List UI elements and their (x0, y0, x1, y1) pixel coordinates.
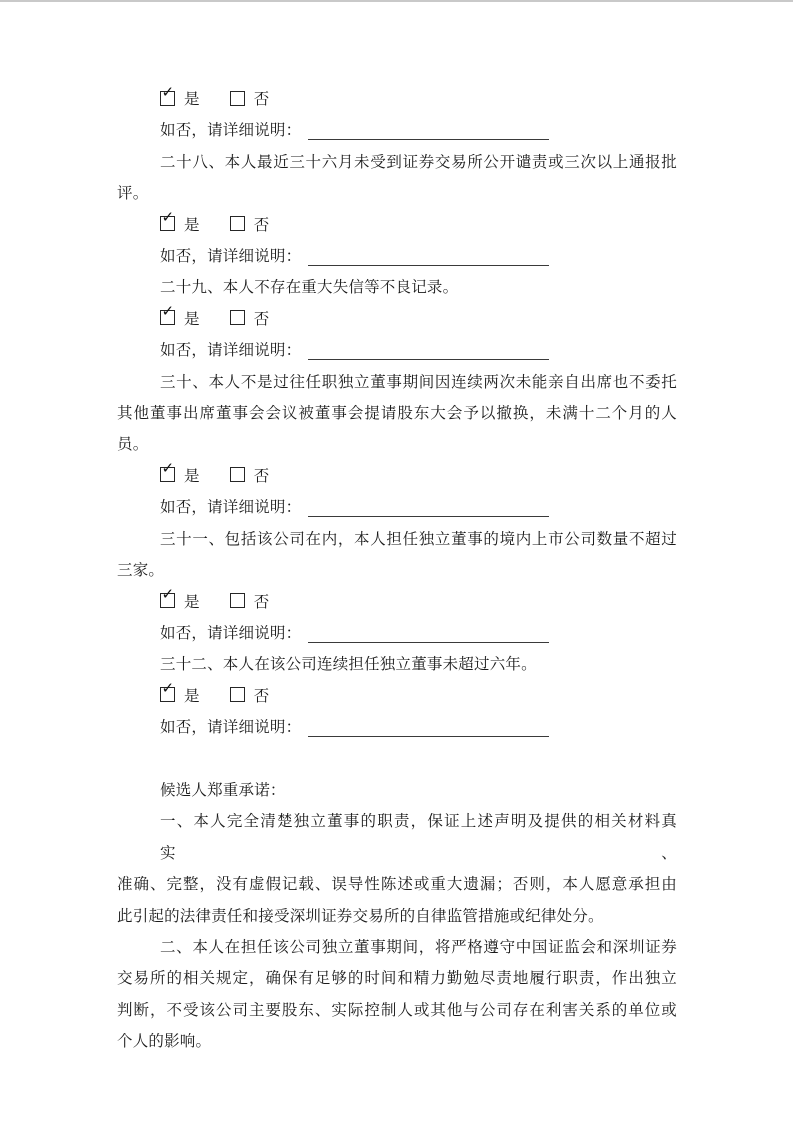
explain-label: 如否，请详细说明： (160, 122, 302, 140)
explain-blank-field[interactable] (308, 249, 549, 266)
explain-label: 如否，请详细说明： (160, 719, 302, 737)
explain-row-q31 (117, 618, 677, 649)
commitment-para-1-line: 一、本人完全清楚独立董事的职责，保证上述声明及提供的相关材料真实、 (160, 813, 677, 862)
explain-blank-field[interactable] (308, 123, 549, 140)
question-30-text-line: 其他董事出席董事会会议被董事会提请股东大会予以撤换，未满十二个月的人 (117, 405, 677, 423)
check-mark-icon: ✓ (161, 82, 175, 101)
explain-row-q29 (117, 335, 677, 366)
no-checkbox[interactable] (230, 687, 245, 702)
question-32-text-line: 三十二、本人在该公司连续担任独立董事未超过六年。 (160, 656, 537, 674)
check-mark-icon: ✓ (161, 208, 175, 227)
commitment-para-1-line: 此引起的法律责任和接受深圳证券交易所的自律监管措施或纪律处分。 (117, 907, 604, 925)
answer-row-q30 (117, 461, 677, 492)
page-edge-divider (0, 0, 793, 2)
explain-row-q32 (117, 712, 677, 743)
question-29-text-line: 二十九、本人不存在重大失信等不良记录。 (160, 279, 459, 297)
explain-label: 如否，请详细说明： (160, 624, 302, 642)
check-mark-icon: ✓ (161, 585, 175, 603)
question-28-text-line: 二十八、本人最近三十六月未受到证券交易所公开谴责或三次以上通报批 (160, 153, 677, 171)
commitment-para-2-line: 二、本人在担任该公司独立董事期间，将严格遵守中国证监会和深圳证券 (160, 938, 677, 956)
explain-blank-field[interactable] (308, 500, 549, 517)
question-31-text-line: 三家。 (117, 562, 165, 580)
answer-row-q32 (117, 681, 677, 712)
explain-blank-field[interactable] (308, 720, 549, 737)
explain-row-q30 (117, 492, 677, 523)
answer-row-q27 (117, 84, 677, 115)
explain-label: 如否，请详细说明： (160, 342, 302, 360)
explain-row-q28 (117, 241, 677, 272)
page-content (117, 84, 677, 1058)
commitment-heading: 候选人郑重承诺： (160, 781, 286, 799)
no-label: 否 (253, 467, 270, 485)
yes-checkbox[interactable] (160, 302, 175, 325)
yes-label: 是 (184, 467, 200, 485)
yes-checkbox[interactable] (160, 459, 175, 482)
yes-label: 是 (184, 687, 200, 705)
yes-label: 是 (184, 593, 200, 611)
commitment-para-2-line: 判断，不受该公司主要股东、实际控制人或其他与公司存在利害关系的单位或 (117, 1001, 677, 1019)
explain-row-q27 (117, 115, 677, 146)
no-label: 否 (253, 593, 270, 611)
commitment-para-2-line: 个人的影响。 (117, 1033, 212, 1051)
question-30-text-line: 员。 (117, 436, 149, 454)
check-mark-icon: ✓ (161, 459, 175, 478)
no-checkbox[interactable] (230, 593, 245, 608)
explain-label: 如否，请详细说明： (160, 248, 302, 266)
question-31-text-line: 三十一、包括该公司在内，本人担任独立董事的境内上市公司数量不超过 (160, 530, 677, 548)
answer-row-q31 (117, 587, 677, 618)
blank-line (117, 744, 677, 775)
question-28-text-line: 评。 (117, 185, 149, 203)
no-checkbox[interactable] (230, 91, 245, 106)
commitment-para-1-line: 准确、完整，没有虚假记载、误导性陈述或重大遗漏；否则，本人愿意承担由 (117, 876, 677, 894)
yes-checkbox[interactable] (160, 585, 175, 608)
no-label: 否 (253, 687, 270, 705)
yes-checkbox[interactable] (160, 679, 175, 702)
no-label: 否 (253, 216, 270, 234)
explain-blank-field[interactable] (308, 626, 549, 643)
no-checkbox[interactable] (230, 467, 245, 482)
no-label: 否 (253, 91, 270, 108)
yes-label: 是 (184, 216, 200, 234)
check-mark-icon: ✓ (161, 302, 175, 321)
no-checkbox[interactable] (230, 216, 245, 231)
no-label: 否 (253, 310, 270, 328)
check-mark-icon: ✓ (161, 679, 175, 698)
commitment-para-2-line: 交易所的相关规定，确保有足够的时间和精力勤勉尽责地履行职责，作出独立 (117, 970, 677, 988)
yes-label: 是 (184, 91, 200, 108)
no-checkbox[interactable] (230, 310, 245, 325)
answer-row-q28 (117, 210, 677, 241)
yes-label: 是 (184, 310, 200, 328)
question-30-text-line: 三十、本人不是过往任职独立董事期间因连续两次未能亲自出席也不委托 (160, 373, 677, 391)
answer-row-q29 (117, 304, 677, 335)
yes-checkbox[interactable] (160, 208, 175, 231)
explain-label: 如否，请详细说明： (160, 499, 302, 517)
yes-checkbox[interactable] (160, 82, 175, 106)
explain-blank-field[interactable] (308, 343, 549, 360)
